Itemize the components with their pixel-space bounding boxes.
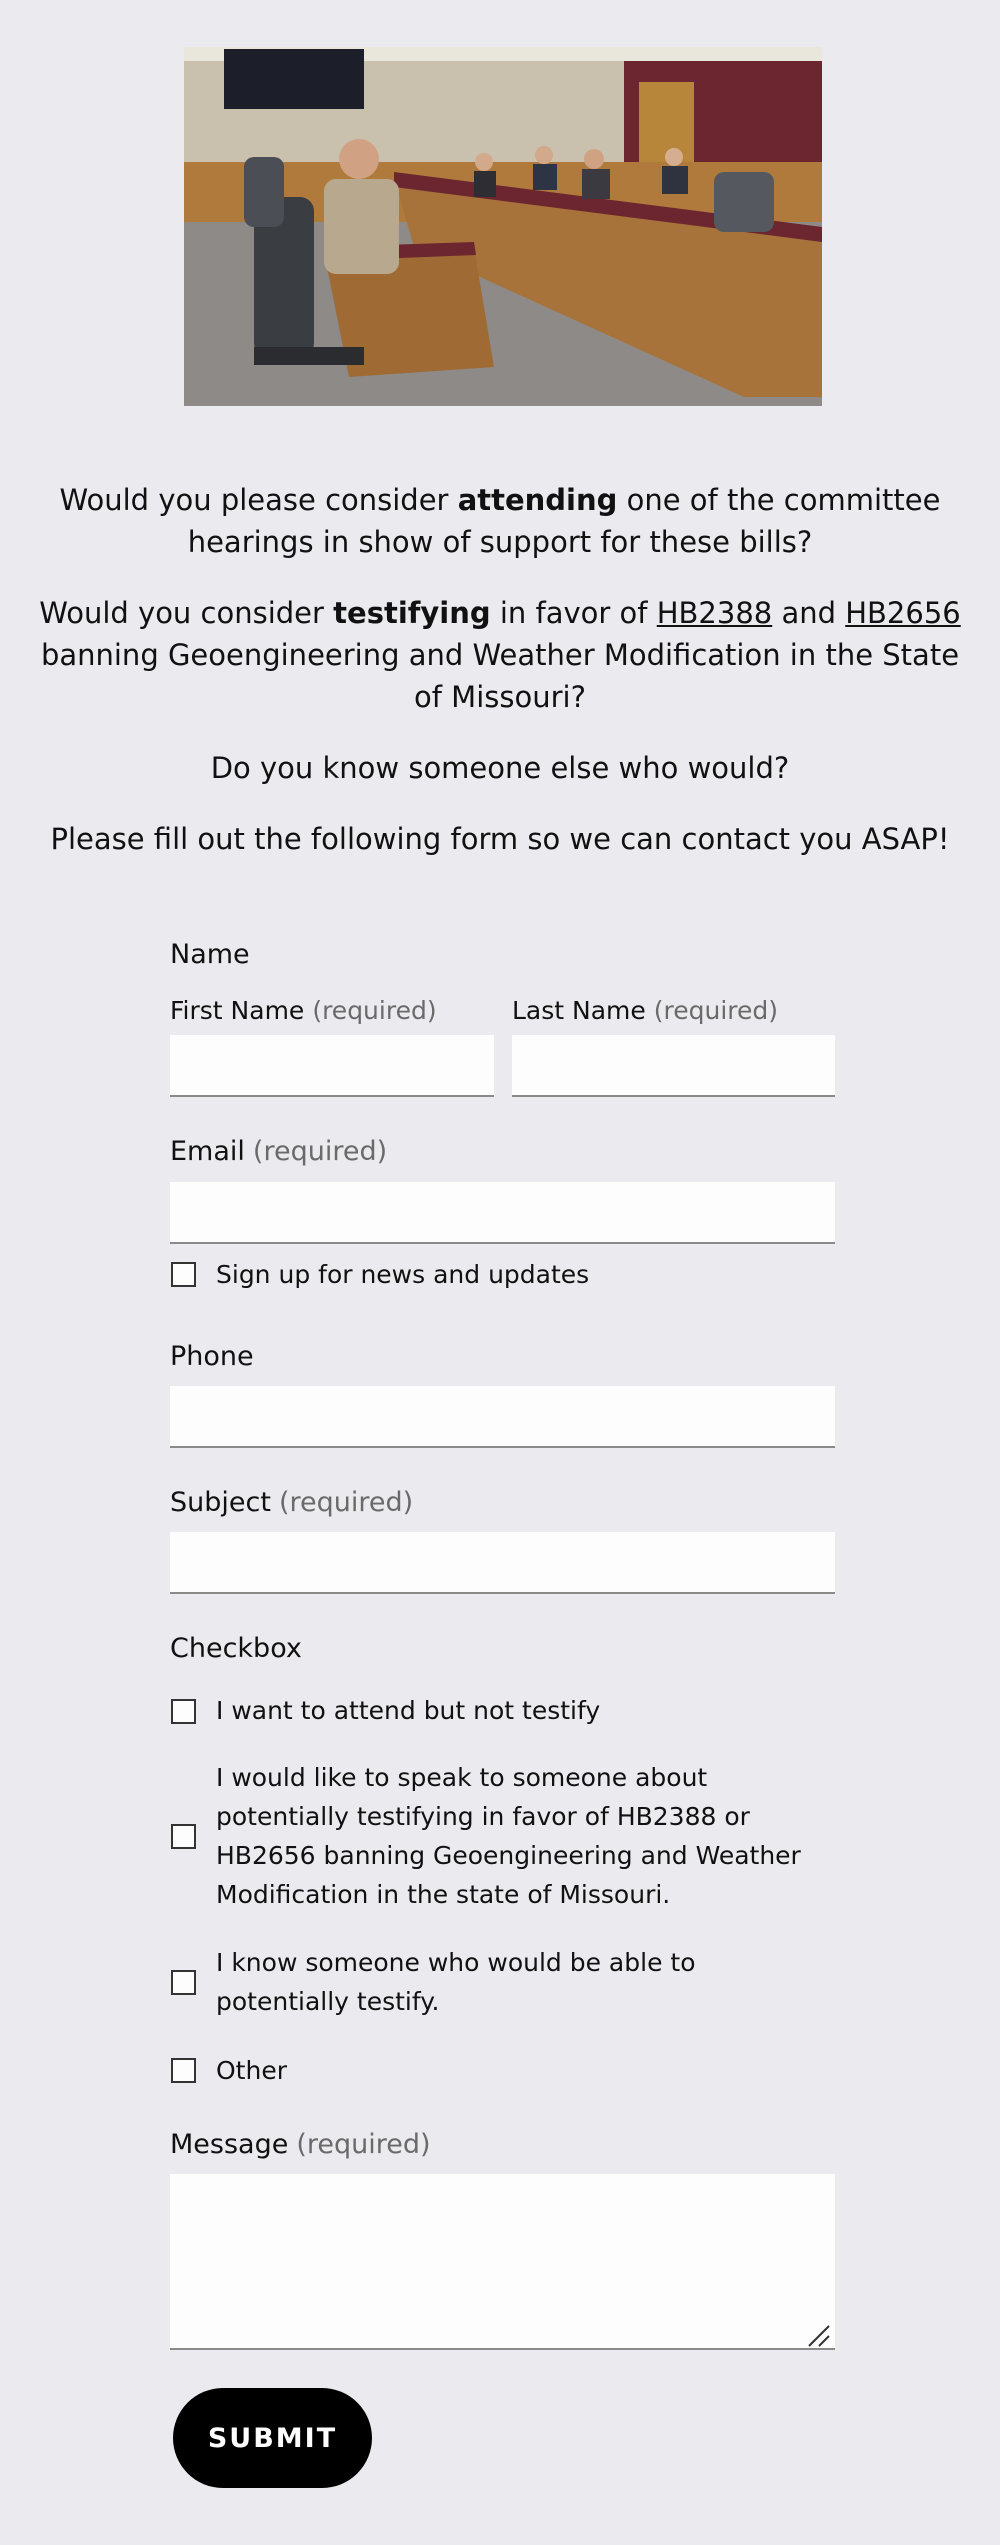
resize-grip-icon[interactable]: [805, 2322, 833, 2350]
intro-text: Please fill out the following form so we can contact you ASAP!: [50, 822, 950, 856]
phone-label: Phone: [170, 1341, 254, 1372]
newsletter-checkbox[interactable]: [171, 1262, 196, 1287]
required-marker: (required): [653, 996, 779, 1025]
message-textarea[interactable]: [170, 2174, 835, 2350]
email-input[interactable]: [170, 1182, 835, 1244]
intro-text: Would you consider: [39, 596, 334, 630]
intro-text: one of the committee hearings in show of support for these bills?: [187, 483, 941, 559]
required-marker: (required): [278, 1487, 414, 1518]
phone-input[interactable]: [170, 1386, 835, 1448]
required-marker: (required): [296, 2129, 431, 2160]
intro-text: Would you please consider: [59, 483, 458, 517]
subject-input[interactable]: [170, 1532, 835, 1594]
newsletter-checkbox-label: Sign up for news and updates: [216, 1260, 590, 1289]
intro-emphasis: attending: [457, 483, 618, 517]
last-name-input[interactable]: [512, 1035, 835, 1097]
intro-someone-else-paragraph: [30, 747, 970, 789]
intro-form-prompt-paragraph: [30, 818, 970, 860]
intro-text: banning Geoengineering and Weather Modification in the State of Missouri?: [40, 638, 960, 714]
hearing-room-photo: [184, 47, 822, 406]
subject-label: [170, 1487, 413, 1518]
email-label: [170, 1136, 387, 1167]
intro-attending-paragraph: [30, 479, 970, 563]
hb2656-link[interactable]: HB2656: [845, 596, 961, 630]
option-speak-label: I would like to speak to someone about potentially testifying in favor of HB2388 or HB2656 banning Geoengineering and Weather Modification in the state of Missouri.: [216, 1763, 801, 1909]
option-know-someone-label: I know someone who would be able to potentially testify.: [216, 1948, 696, 2016]
message-label: [170, 2129, 431, 2160]
hb2388-link[interactable]: HB2388: [656, 596, 773, 630]
first-name-input[interactable]: [170, 1035, 494, 1097]
option-attend-checkbox[interactable]: [171, 1699, 196, 1724]
required-marker: (required): [252, 1136, 388, 1167]
subject-label-text: Subject: [170, 1487, 271, 1518]
option-speak-checkbox[interactable]: [171, 1824, 196, 1849]
intro-text: in favor of: [490, 596, 657, 630]
name-label: Name: [170, 939, 250, 970]
last-name-label-text: Last Name: [512, 996, 646, 1025]
message-label-text: Message: [170, 2129, 289, 2160]
intro-text: and: [772, 596, 846, 630]
last-name-label: [512, 996, 778, 1025]
intro-testifying-paragraph: [30, 592, 970, 718]
option-other-label: Other: [216, 2056, 287, 2085]
intro-emphasis: testifying: [333, 596, 491, 630]
required-marker: (required): [312, 996, 437, 1025]
intro-text: Do you know someone else who would?: [210, 751, 790, 785]
option-other-checkbox[interactable]: [171, 2058, 196, 2083]
option-know-someone-checkbox[interactable]: [171, 1970, 196, 1995]
submit-button[interactable]: SUBMIT: [173, 2388, 372, 2488]
first-name-label-text: First Name: [170, 996, 305, 1025]
checkbox-group-label: Checkbox: [170, 1633, 302, 1664]
option-attend-label: I want to attend but not testify: [216, 1696, 601, 1725]
email-label-text: Email: [170, 1136, 245, 1167]
first-name-label: [170, 996, 437, 1025]
